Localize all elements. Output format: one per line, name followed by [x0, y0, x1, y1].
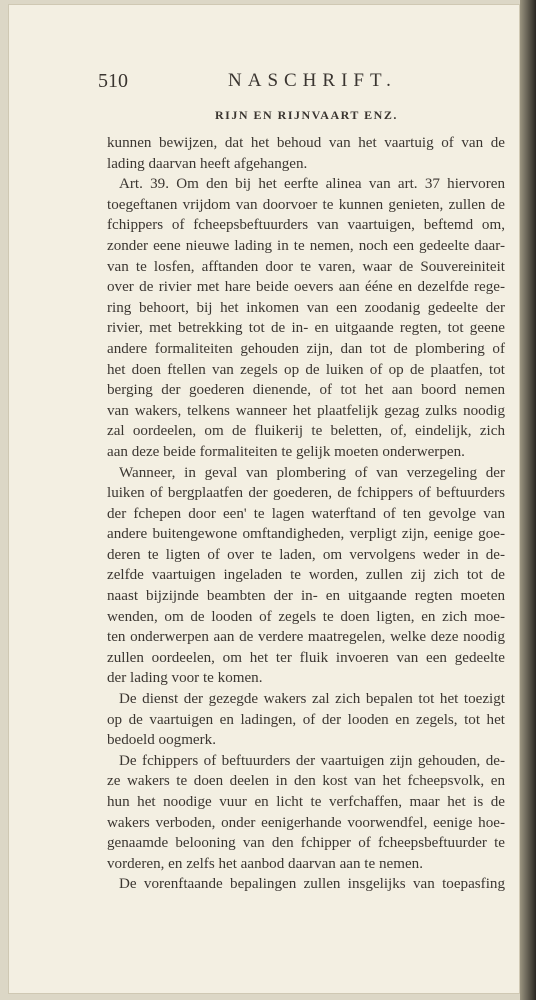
- text-line: wenden, om de looden of zegels te doen ligten, en zich moe-: [107, 608, 505, 625]
- text-line: het doen ftellen van zegels op de luiken of op de plaatfen, tot: [107, 361, 505, 378]
- text-line: De fchippers of beftuurders der vaartuigen zijn gehouden, de-: [119, 752, 505, 769]
- text-line: De vorenftaande bepalingen zullen insgelijks van toepasfing: [119, 876, 505, 893]
- text-line: op de vaartuigen en ladingen, of der looden en zegels, tot het: [107, 711, 505, 728]
- text-line: De dienst der gezegde wakers zal zich bepalen tot het toezigt: [119, 691, 505, 708]
- text-line: ze wakers te doen deelen in den kost van het fcheepsvolk, en: [107, 773, 505, 790]
- text-line: hun het noodige vuur en licht te verfchaffen, maar het is de: [107, 794, 505, 810]
- text-line: bedoeld oogmerk.: [107, 732, 216, 749]
- text-line: andere formaliteiten gehouden zijn, dan tot de plombering of: [107, 340, 505, 357]
- text-line: kunnen bewijzen, dat het behoud van het vaartuig of van de: [107, 135, 505, 151]
- text-line: toegeftanen vrijdom van doorvoer te kunnen genieten, zullen de: [107, 196, 505, 213]
- text-line: Wanneer, in geval van plombering of van verzegeling der: [119, 464, 505, 481]
- section-heading: RIJN EN RIJNVAART ENZ.: [215, 108, 398, 122]
- text-line: ten onderwerpen aan de verdere maatregelen, welke deze noodig: [107, 629, 505, 646]
- book-spine-shadow: [520, 0, 536, 1000]
- text-line: fchippers of fcheepsbeftuurders van vaartuigen, beftemd om,: [107, 217, 505, 234]
- text-line: zal oordeelen, om de fluikerij te beletten, of, eindelijk, zich: [107, 423, 505, 440]
- body-text: [107, 133, 505, 895]
- text-line: aan deze beide formaliteiten te gelijk moeten onderwerpen.: [107, 443, 465, 460]
- page-number: 510: [98, 70, 128, 92]
- text-line: zullen oordeelen, om het ter fluik invoeren van een gedeelte: [107, 649, 505, 666]
- text-line: genaamde belooning van den fchipper of fcheepsbeftuurder te: [107, 835, 505, 852]
- text-line: Art. 39. Om den bij het eerfte alinea van art. 37 hiervoren: [119, 176, 505, 193]
- text-line: der fchepen door een' te lagen waterftand of ten gevolge van: [107, 505, 505, 522]
- text-line: der lading voor te komen.: [107, 670, 263, 687]
- text-line: ring behoort, bij het inkomen van een zoodanig gedeelte der: [107, 299, 505, 316]
- text-line: van wakers, telkens wanneer het plaatfelijk gezag zulks noodig: [107, 402, 505, 419]
- text-line: zonder eene nieuwe lading in te nemen, noch een gedeelte daar-: [107, 237, 505, 254]
- text-line: berging der goederen dienende, of tot het aan boord nemen: [107, 382, 505, 399]
- text-line: wakers verboden, onder eenigerhande voorwendfel, eenige hoe-: [107, 814, 505, 831]
- page-header: [98, 70, 508, 98]
- text-line: deren te ligten of over te laden, om vervolgens weder in de-: [107, 546, 505, 563]
- text-line: rivier, met betrekking tot de in- en uitgaande regten, tot geene: [107, 320, 505, 337]
- text-line: luiken of bergplaatfen der goederen, de fchippers of beftuurders: [107, 485, 505, 502]
- text-line: zelfde vaartuigen ingeladen te worden, zullen zij zich tot de: [107, 567, 505, 584]
- text-line: andere buitengewone omftandigheden, verpligt zijn, eenige goe-: [107, 526, 505, 543]
- text-line: van te losfen, afftanden door te varen, waar de Souvereiniteit: [107, 258, 505, 275]
- text-line: vorderen, en zelfs het aanbod daarvan aan te nemen.: [107, 855, 423, 872]
- running-title: NASCHRIFT.: [228, 70, 397, 91]
- text-line: naast bijzijnde beambten der in- en uitgaande regten moeten: [107, 588, 505, 605]
- text-line: lading daarvan heeft afgehangen.: [107, 155, 308, 172]
- text-line: over de rivier met hare beide oevers aan ééne en dezelfde rege-: [107, 279, 505, 296]
